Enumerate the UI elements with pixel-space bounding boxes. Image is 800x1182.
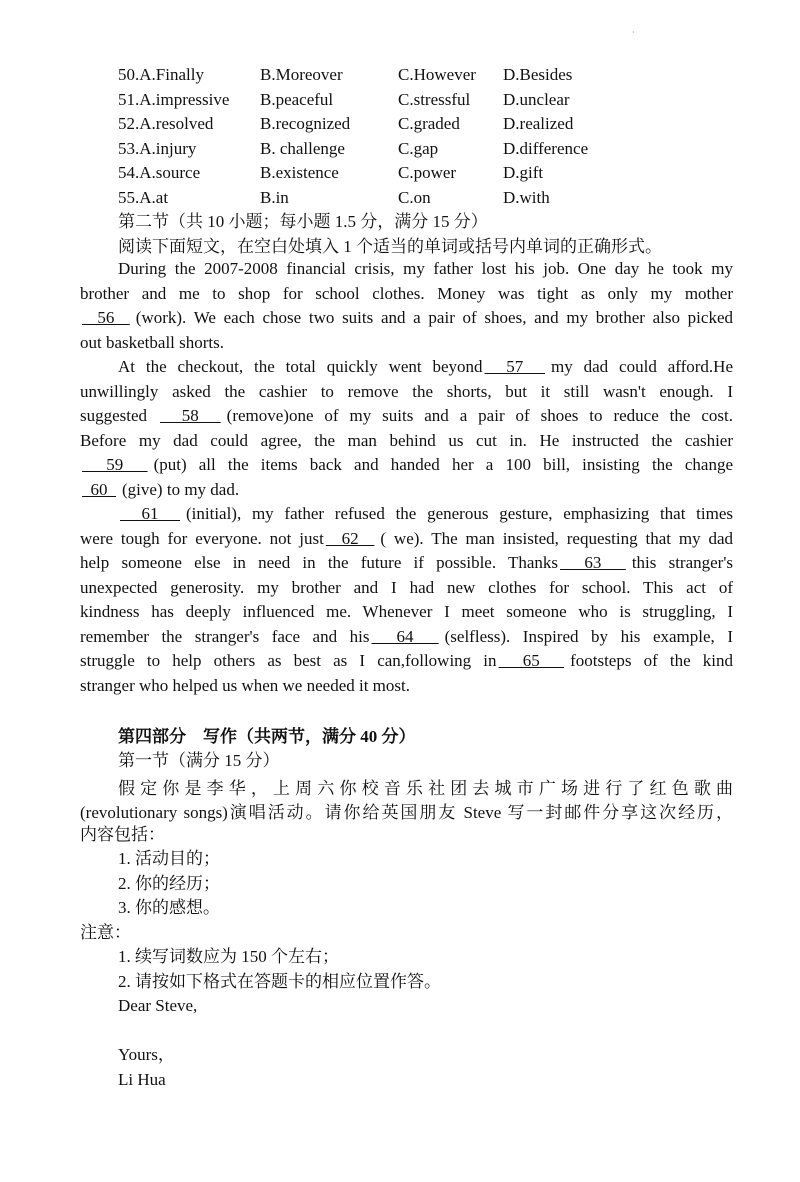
- point-item: 3. 你的感想。: [118, 898, 220, 917]
- multiple-choice-options: [80, 63, 733, 210]
- section2-instruction: 阅读下面短文，在空白处填入 1 个适当的单词或括号内单词的正确形式。: [118, 236, 662, 256]
- passage-line: kindness has deeply influenced me. Whenever I meet someone who is struggling, I: [80, 602, 733, 621]
- passage-line: unwillingly asked the cashier to remove the shorts, but it still wasn't enough. I: [80, 381, 733, 401]
- part4-section1: 第一节（满分 15 分）: [118, 751, 280, 770]
- option-choice: D.unclear: [503, 89, 570, 109]
- option-choice: B.in: [260, 187, 289, 207]
- option-choice: D.Besides: [503, 65, 573, 84]
- option-choice: B.recognized: [260, 114, 351, 133]
- option-choice: D.with: [503, 187, 550, 207]
- blank-57: 57: [484, 357, 546, 376]
- passage-line: At the checkout, the total quickly went beyond 57 my dad could afford.He: [118, 357, 733, 376]
- passage-line: out basketball shorts.: [80, 332, 225, 352]
- option-choice: B.existence: [260, 163, 339, 182]
- question-options: [80, 186, 733, 211]
- exam-page: [80, 63, 733, 1092]
- passage-line: stranger who helped us when we needed it most.: [80, 675, 410, 695]
- note-item: 2. 请按如下格式在答题卡的相应位置作答。: [118, 971, 441, 991]
- option-choice: 55.A.at: [118, 187, 169, 207]
- option-choice: B.Moreover: [260, 65, 343, 84]
- question-options: [80, 137, 733, 162]
- option-choice: C.gap: [398, 138, 439, 158]
- letter-closing: Yours，: [118, 1045, 175, 1064]
- passage-line: suggested 58 (remove)one of my suits and a pair of shoes to reduce the cost.: [80, 406, 733, 425]
- option-choice: C.stressful: [398, 89, 471, 109]
- point-item: 2. 你的经历；: [118, 873, 220, 893]
- question-options: [80, 63, 733, 88]
- blank-64: 64: [371, 626, 439, 646]
- note-label: 注意：: [80, 922, 131, 942]
- question-options: [80, 161, 733, 186]
- blank-61: 61: [120, 504, 180, 523]
- passage-line: 56 (work). We each chose two suits and a pair of shoes, and my brother also picked: [82, 308, 733, 327]
- blank-65: 65: [498, 651, 565, 670]
- option-choice: C.power: [398, 163, 457, 182]
- section2-title: 第二节（共 10 小题；每小题 1.5 分，满分 15 分）: [118, 212, 488, 231]
- passage-line: help someone else in need in the future if possible. Thanks 63 this stranger's: [80, 553, 733, 572]
- passage-line: were tough for everyone. not just 62 ( we). The man insisted, requesting that my dad: [80, 528, 733, 548]
- blank-58: 58: [159, 406, 221, 425]
- passage-line: brother and me to shop for school clothes. Money was tight as only my mother: [80, 283, 733, 303]
- option-choice: C.However: [398, 65, 476, 84]
- letter-signature: Li Hua: [118, 1069, 166, 1089]
- option-choice: 50.A.Finally: [118, 65, 204, 84]
- question-options: [80, 88, 733, 113]
- option-choice: C.graded: [398, 114, 460, 133]
- page-mark: ·: [632, 28, 635, 37]
- passage-line: 60 (give) to my dad.: [82, 479, 240, 499]
- letter-greeting: Dear Steve,: [118, 996, 198, 1015]
- passage-line: remember the stranger's face and his 64 (selfless). Inspired by his example, I: [80, 626, 733, 646]
- blank-56: 56: [82, 308, 130, 327]
- option-choice: C.on: [398, 187, 431, 207]
- passage-line: Before my dad could agree, the man behind us cut in. He instructed the cashier: [80, 430, 733, 450]
- point-item: 1. 活动目的；: [118, 849, 220, 868]
- passage-line: 61 (initial), my father refused the generous gesture, emphasizing that times: [120, 504, 733, 523]
- writing-prompt-line: 内容包括：: [80, 824, 165, 844]
- option-choice: D.gift: [503, 163, 544, 182]
- question-options: [80, 112, 733, 137]
- option-choice: 52.A.resolved: [118, 114, 214, 133]
- blank-62: 62: [325, 528, 375, 548]
- option-choice: B.peaceful: [260, 89, 334, 109]
- passage-line: unexpected generosity. my brother and I had new clothes for school. This act of: [80, 577, 733, 597]
- passage-line: 59 (put) all the items back and handed her a 100 bill, insisting the change: [82, 455, 733, 474]
- cloze-passage: [80, 259, 733, 700]
- note-item: 1. 续写词数应为 150 个左右；: [118, 947, 339, 966]
- passage-line: During the 2007-2008 financial crisis, my father lost his job. One day he took my: [118, 259, 733, 278]
- option-choice: 53.A.injury: [118, 138, 197, 158]
- option-choice: B. challenge: [260, 138, 345, 158]
- part4-title: 第四部分 写作（共两节，满分 40 分）: [118, 726, 416, 746]
- option-choice: D.difference: [503, 138, 589, 158]
- blank-63: 63: [560, 553, 626, 572]
- option-choice: 54.A.source: [118, 163, 201, 182]
- writing-prompt-line: 假定你是李华，上周六你校音乐社团去城市广场进行了红色歌曲: [118, 778, 733, 798]
- option-choice: 51.A.impressive: [118, 89, 230, 109]
- blank-60: 60: [82, 479, 116, 499]
- writing-prompt-line: (revolutionary songs)演唱活动。请你给英国朋友 Steve 写一封邮件分享这次经历，: [80, 803, 733, 822]
- blank-59: 59: [82, 455, 148, 474]
- passage-line: struggle to help others as best as I can,following in 65 footsteps of the kind: [80, 651, 733, 670]
- option-choice: D.realized: [503, 114, 574, 133]
